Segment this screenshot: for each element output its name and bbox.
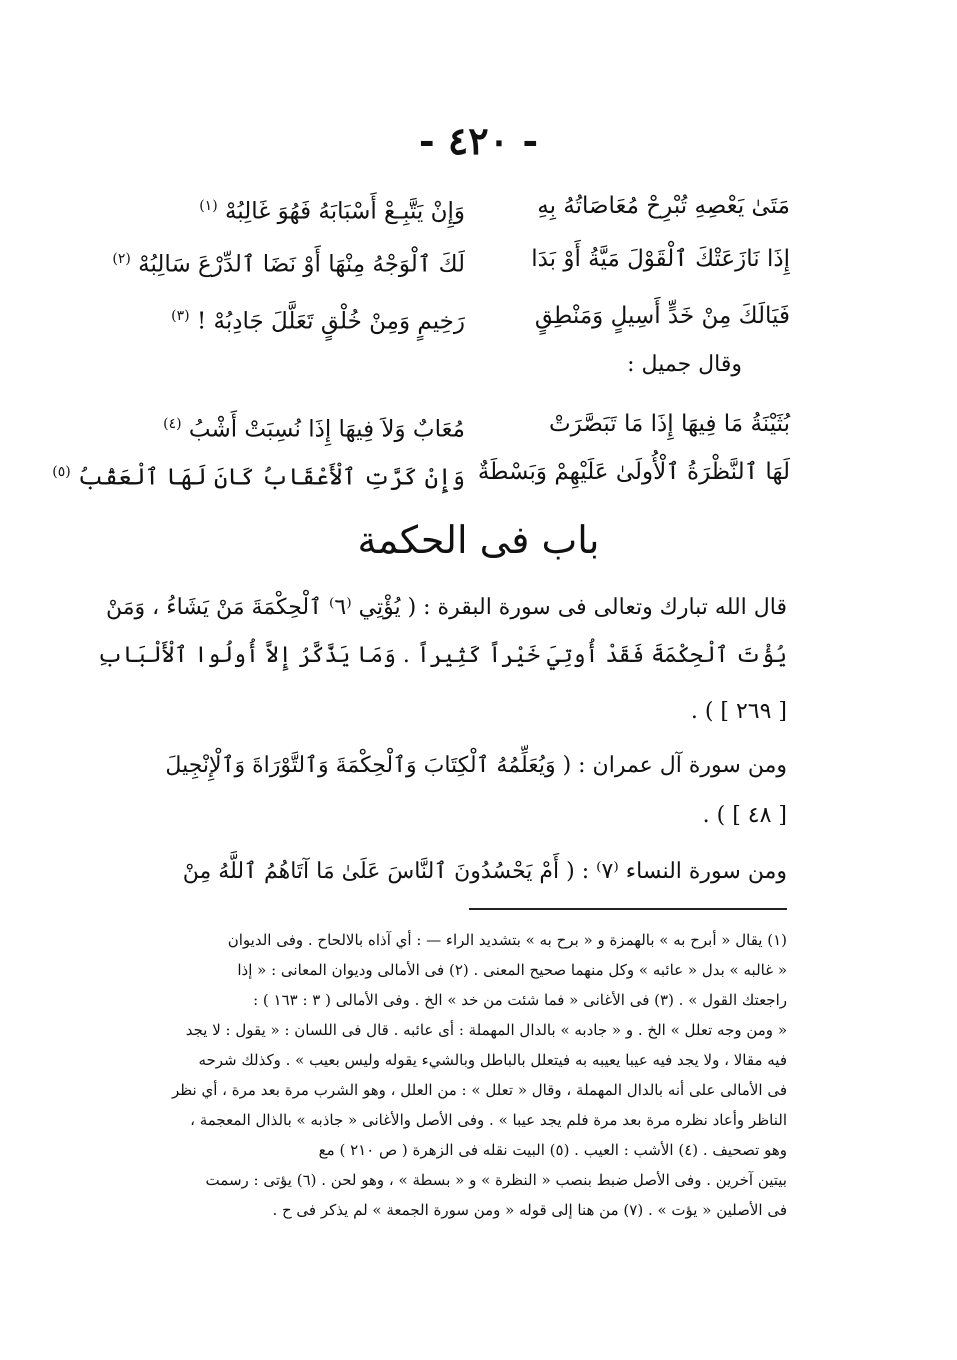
verse-hemistich-right: فَيَالَكَ مِنْ خَدٍّ أَسِيلٍ وَمَنْطِقٍ (534, 303, 790, 329)
footnote-line: فى الأمالى على أنه بالدال المهملة ، وقال « تعلل » : من العلل ، وهو الشرب مرة بعد مرة ، أي نظر (171, 1081, 787, 1099)
verse-hemistich-right: لَهَا ٱلنَّظْرَةُ ٱلْأُولَىٰ عَلَيْهِمْ وَبَسْطَةٌ (477, 459, 790, 485)
verse-hemistich-left (52, 448, 465, 502)
verse-line (120, 182, 790, 230)
footnote-line: الناظر وأعاد نظره مرة بعد مرة فلم يجد عيبا » . وفى الأصل والأغانى « جاذبه » بالذال المعجمة ، (190, 1111, 787, 1129)
body-line: يُؤْتَ ٱلْحِكْمَةَ فَقَدْ أُوتِيَ خَيْراً كَثِيراً . وَمَا يَذَّكَّرُ إِلاَّ أُولُوا ٱلْأَلْبَابِ (97, 643, 787, 668)
footnote-line: راجعتك القول » . (٣) فى الأغانى « فما شئت من خد » الخ . وفى الأمالى ( ٣ : ١٦٣ ) : (253, 991, 787, 1009)
verse-text: وَإِنْ كَرَّتِ ٱلْأَعْقَابُ كَانَ لَهَا ٱلْعَقْبُ (78, 464, 465, 491)
chapter-title: باب فى الحكمة (357, 518, 600, 562)
body-line: ومن سورة آل عمران : ( وَيُعَلِّمُهُ ٱلْكِتَابَ وَٱلْحِكْمَةَ وَٱلتَّوْرَاةَ وَٱلْإِنْجِيلَ (165, 753, 787, 778)
body-line: [ ٤٨ ] ) . (702, 803, 787, 828)
page-number: - ٤٢٠ - (418, 118, 539, 163)
verse-hemistich-right: مَتَىٰ يَعْصِهِ تُبْرِحْ مُعَاصَاتُهُ بِهِ (537, 193, 790, 219)
verse-hemistich-left (120, 182, 465, 236)
verse-line (120, 400, 790, 448)
footnote-line: « غالبه » بدل « عائبه » وكل منهما صحيح المعنى . (٢) فى الأمالى وديوان المعانى : « إذا (237, 961, 787, 979)
verse-line (120, 292, 790, 340)
attribution-line: وقال جميل : (627, 352, 742, 377)
verse-hemistich-left (120, 400, 465, 454)
footnote-line: وهو تصحيف . (٤) الأشب : العيب . (٥) البيت نقله فى الزهرة ( ص ٢١٠ ) مع (318, 1141, 787, 1159)
footnote-marker: (١) (199, 198, 218, 214)
verse-hemistich-left (112, 235, 465, 289)
verse-hemistich-left (120, 292, 465, 346)
body-line: [ ٢٦٩ ] ) . (690, 699, 787, 724)
body-line: قال الله تبارك وتعالى فى سورة البقرة : ( يُؤْتِي ⁽٦⁾ ٱلْحِكْمَةَ مَنْ يَشَاءُ ، وَمَنْ (105, 595, 787, 620)
footnote-line: فيه مقالا ، ولا يجد فيه عيبا يعيبه به فيتعلل بالباطل وبالشيء يقوله وليس بعيب » . وكذلك شرحه (198, 1051, 787, 1069)
verse-text: وَإِنْ يَتَّبِـعْ أَسْبَابَهُ فَهُوَ غَالِبُهْ (224, 198, 465, 225)
verse-line (52, 448, 790, 496)
footnote-marker: (٤) (163, 416, 182, 432)
footnote-marker: (٣) (171, 308, 190, 324)
footnote-marker: (٢) (112, 251, 131, 267)
verse-line (112, 235, 790, 283)
verse-text: رَخِيمٍ وَمِنْ خُلْقٍ تَعَلَّلَ جَادِبُهْ ! (196, 308, 465, 335)
footnote-marker: (٥) (52, 464, 71, 480)
body-line: ومن سورة النساء ⁽٧⁾ : ( أَمْ يَحْسُدُونَ ٱلنَّاسَ عَلَىٰ مَا آتَاهُمُ ٱللَّهُ مِنْ (182, 859, 787, 884)
verse-text: مُعَابٌ وَلاَ فِيهَا إِذَا نُسِبَتْ أَشْبُ (188, 416, 465, 443)
footnote-line: بيتين آخرين . وفى الأصل ضبط بنصب « النظرة » و « بسطة » ، وهو لحن . (٦) يؤتى : رسمت (205, 1171, 787, 1189)
footnote-line: (١) يقال « أبرح به » بالهمزة و « برح به » بتشديد الراء — : أي آذاه بالالحاح . وفى الديوان (227, 931, 787, 949)
verse-hemistich-right: إِذَا نَازَعَتْكَ ٱلْقَوْلَ مَيَّةُ أَوْ بَدَا (531, 246, 790, 272)
verse-text: لَكَ ٱلْوَجْهُ مِنْهَا أَوْ نَضَا ٱلدِّرْعَ سَالِبُهْ (138, 251, 465, 278)
footnote-separator (469, 908, 787, 910)
footnote-line: « ومن وجه تعلل » الخ . و « جادبه » بالدال المهملة : أى عائبه . قال فى اللسان : « يقول : لا يجد (185, 1021, 787, 1039)
verse-hemistich-right: بُثَيْنَةُ مَا فِيهَا إِذَا مَا تَبَصَّرَتْ (549, 411, 790, 437)
footnote-line: فى الأصلين « يؤت » . (٧) من هنا إلى قوله « ومن سورة الجمعة » لم يذكر فى ح . (272, 1201, 787, 1219)
